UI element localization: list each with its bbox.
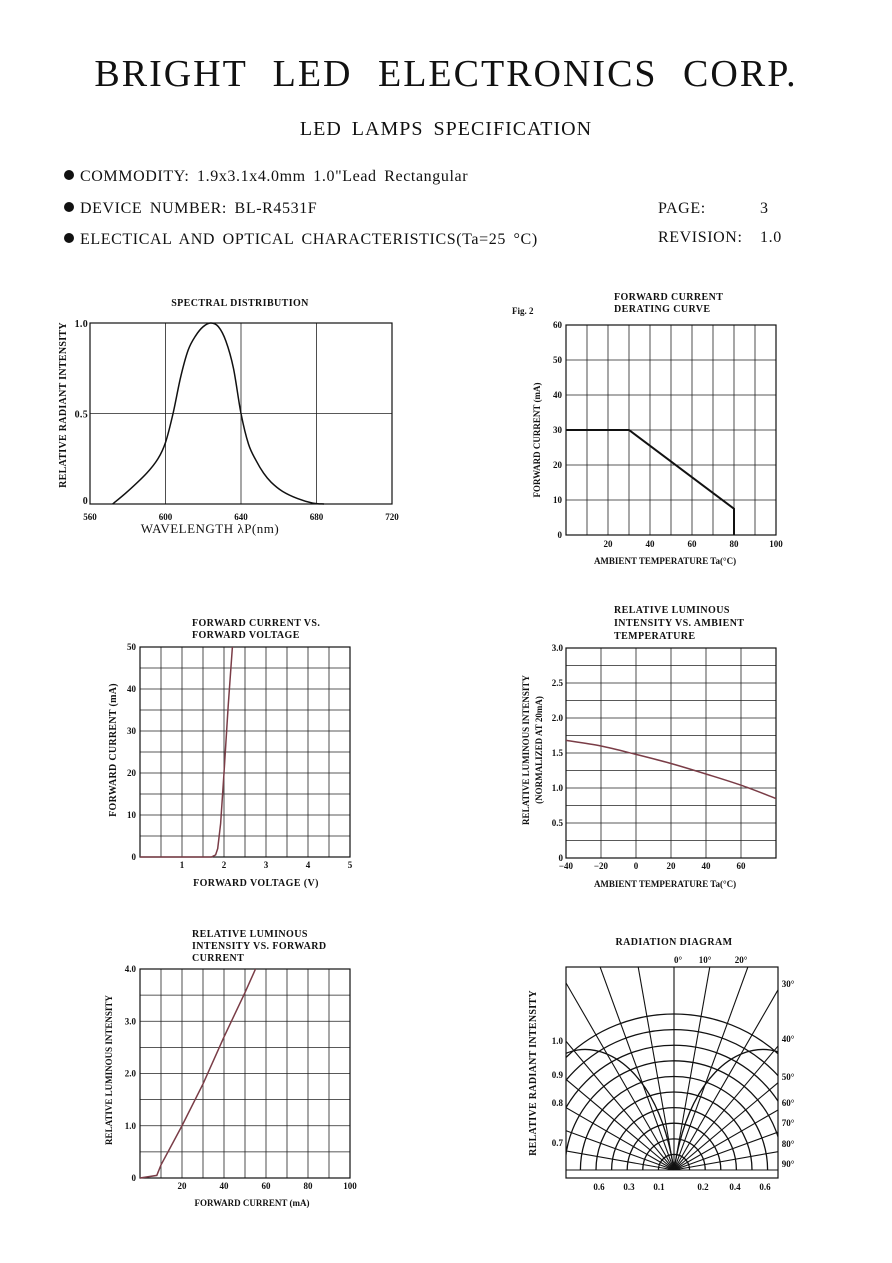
derating-xlabel: AMBIENT TEMPERATURE Ta(°C) (593, 556, 737, 566)
temp-ylabel-2: (NORMALIZED AT 20mA) (534, 696, 544, 804)
radiation-angle-label: 0° (673, 955, 683, 965)
if-x-tick: 100 (343, 1181, 357, 1191)
derating-y-tick: 10 (553, 495, 562, 505)
iv-xlabel: FORWARD VOLTAGE (V) (193, 878, 319, 889)
temp-x-tick: 40 (701, 861, 711, 871)
temp-title-line-1: RELATIVE LUMINOUS (614, 605, 730, 616)
spectral-plot (90, 323, 392, 504)
if-y-tick: 3.0 (124, 1016, 136, 1027)
if-y-tick: 2.0 (124, 1068, 136, 1079)
derating-title-line-2: DERATING CURVE (614, 304, 711, 315)
if-y-tick: 4.0 (124, 964, 136, 974)
iv-x-tick: 3 (263, 860, 269, 870)
spec-title: LED LAMPS SPECIFICATION (299, 118, 593, 140)
if-plot (140, 969, 350, 1178)
derating-plot (566, 325, 776, 535)
radiation-frame (566, 967, 778, 1178)
iv-x-tick: 4 (305, 860, 311, 870)
temp-xlabel: AMBIENT TEMPERATURE Ta(°C) (593, 879, 737, 889)
radiation-radial-label: 0.7 (551, 1138, 563, 1148)
if-y-tick: 1.0 (124, 1120, 136, 1131)
iv-y-tick: 50 (127, 642, 136, 652)
iv-plot (140, 647, 350, 857)
derating-title-line-1: FORWARD CURRENT (614, 292, 724, 303)
radiation-angle-label: 30° (781, 979, 795, 989)
company-name: BRIGHT LED ELECTRONICS CORP. (94, 53, 798, 95)
spectral-x-tick: 680 (309, 512, 324, 522)
page-value: 3 (760, 200, 769, 217)
radiation-angle-label: 50° (781, 1072, 795, 1082)
derating-figure-label: Fig. 2 (512, 306, 534, 316)
radiation-bottom-label: 0.6 (593, 1182, 605, 1192)
temp-y-tick: 0 (558, 853, 563, 863)
radiation-angle-label: 80° (781, 1139, 795, 1149)
iv-title-line-2: FORWARD VOLTAGE (192, 630, 300, 641)
iv-x-tick: 5 (347, 860, 353, 870)
radiation-angle-label: 40° (781, 1034, 795, 1044)
page-label: PAGE: (658, 200, 706, 217)
radiation-bottom-label: 0.1 (653, 1182, 665, 1192)
if-x-tick: 40 (219, 1181, 229, 1191)
if-y-tick: 0 (131, 1173, 136, 1183)
radiation-pattern-left (542, 1049, 674, 1170)
radiation-radial-label: 0.8 (551, 1098, 563, 1108)
derating-y-tick: 50 (553, 355, 562, 365)
derating-y-tick: 30 (553, 425, 562, 435)
iv-y-tick: 10 (127, 810, 136, 820)
revision-value: 1.0 (760, 229, 782, 246)
iv-y-tick: 20 (127, 768, 136, 778)
temp-x-tick: 20 (666, 861, 676, 871)
iv-y-tick: 40 (127, 684, 136, 694)
temp-y-tick: 2.5 (551, 678, 563, 688)
spectral-y-tick: 0.5 (74, 409, 88, 421)
temp-y-tick: 1.5 (551, 748, 563, 758)
temp-x-tick: 60 (736, 861, 746, 871)
derating-ylabel: FORWARD CURRENT (mA) (532, 382, 542, 498)
radiation-angle-label: 20° (734, 955, 748, 965)
radiation-radial-label: 0.9 (551, 1070, 563, 1080)
spectral-x-tick: 560 (83, 512, 97, 522)
spectral-y-tick: 0 (82, 496, 88, 507)
temp-y-tick: 3.0 (551, 643, 563, 653)
spectral-ylabel: RELATIVE RADIANT INTENSITY (58, 322, 69, 488)
radiation-ylabel: RELATIVE RADIANT INTENSITY (528, 990, 539, 1156)
temp-y-tick: 2.0 (551, 713, 563, 723)
derating-y-tick: 0 (557, 530, 562, 540)
if-title-line-2: INTENSITY VS. FORWARD (192, 941, 327, 952)
derating-y-tick: 40 (553, 390, 562, 400)
temp-title-line-3: TEMPERATURE (614, 631, 696, 642)
temp-y-tick: 0.5 (551, 818, 563, 828)
spectral-x-tick: 720 (385, 512, 399, 522)
iv-y-tick: 30 (127, 726, 136, 736)
temp-ylabel: RELATIVE LUMINOUS INTENSITY (521, 675, 531, 825)
derating-x-tick: 80 (729, 539, 739, 549)
iv-title-line-1: FORWARD CURRENT VS. (192, 618, 321, 629)
if-x-tick: 80 (303, 1181, 313, 1191)
radiation-radial-label: 1.0 (551, 1036, 563, 1046)
radiation-angle-label: 70° (781, 1118, 795, 1128)
iv-x-tick: 1 (179, 860, 185, 870)
spectral-x-tick: 640 (234, 512, 248, 522)
temp-y-tick: 1.0 (551, 783, 563, 793)
temp-x-tick: −40 (558, 861, 574, 871)
if-x-tick: 20 (177, 1181, 187, 1191)
derating-y-tick: 60 (553, 320, 562, 330)
temp-x-tick: −20 (593, 861, 609, 871)
iv-ylabel: FORWARD CURRENT (mA) (108, 683, 119, 817)
radiation-bottom-label: 0.6 (759, 1182, 771, 1192)
radiation-angle-label: 90° (781, 1159, 795, 1169)
if-title-line-1: RELATIVE LUMINOUS (192, 929, 308, 940)
temp-x-tick: 0 (633, 861, 639, 871)
if-xlabel: FORWARD CURRENT (mA) (194, 1198, 310, 1208)
radiation-grid (424, 920, 892, 1170)
derating-x-tick: 40 (645, 539, 655, 549)
iv-y-tick: 0 (131, 852, 136, 862)
if-x-tick: 60 (261, 1181, 271, 1191)
temp-title-line-2: INTENSITY VS. AMBIENT (614, 618, 745, 629)
derating-x-tick: 20 (603, 539, 613, 549)
radiation-angle-label: 10° (698, 955, 712, 965)
spectral-y-tick: 1.0 (74, 319, 88, 330)
derating-x-tick: 60 (687, 539, 697, 549)
if-title-line-3: CURRENT (192, 953, 245, 964)
commodity-text: COMMODITY: 1.9x3.1x4.0mm 1.0"Lead Rectangular (80, 168, 469, 185)
derating-y-tick: 20 (553, 460, 562, 470)
if-ylabel: RELATIVE LUMINOUS INTENSITY (104, 995, 114, 1145)
radiation-bottom-label: 0.3 (623, 1182, 635, 1192)
radiation-pattern-right (674, 1049, 806, 1170)
radiation-angle-label: 60° (781, 1098, 795, 1108)
iv-x-tick: 2 (221, 860, 227, 870)
radiation-plot (424, 920, 892, 1178)
derating-x-tick: 100 (769, 539, 783, 549)
device-number-text: DEVICE NUMBER: BL-R4531F (80, 200, 318, 217)
spectral-x-tick: 600 (158, 512, 173, 522)
radiation-title: RADIATION DIAGRAM (615, 937, 733, 948)
temp-plot (566, 648, 776, 858)
radiation-bottom-label: 0.2 (697, 1182, 709, 1192)
revision-label: REVISION: (658, 229, 743, 246)
spectral-title: SPECTRAL DISTRIBUTION (171, 298, 309, 309)
characteristics-text: ELECTICAL AND OPTICAL CHARACTERISTICS(Ta=25 °C) (80, 231, 538, 248)
radiation-bottom-label: 0.4 (729, 1182, 741, 1192)
spectral-xlabel: WAVELENGTH λP(nm) (140, 521, 280, 536)
